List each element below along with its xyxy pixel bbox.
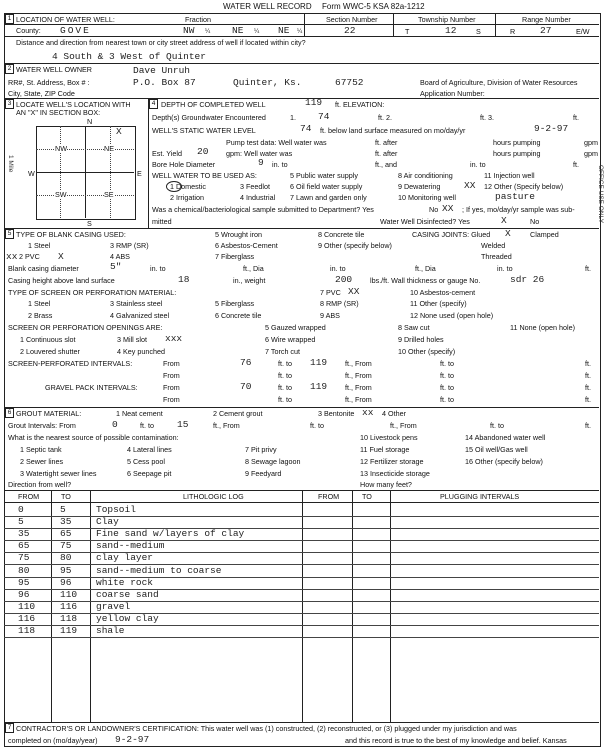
board-label: Board of Agriculture, Division of Water Resources — [420, 78, 578, 87]
use-4: 4 Industrial — [240, 193, 276, 202]
lithologic-log-header: LITHOLOGIC LOG — [183, 492, 244, 501]
static-value: 74 — [300, 123, 312, 134]
log-row-from: 75 — [18, 552, 30, 564]
casing-2: 2 PVC — [19, 252, 40, 261]
disinfect-no: No — [530, 217, 540, 226]
contam-15: 15 Oil well/Gas well — [465, 445, 528, 454]
true-text: and this record is true to the best of my knowledge and belief. Kansas — [345, 736, 567, 745]
quad-sw: SW — [55, 190, 67, 199]
yield-value: 20 — [197, 146, 209, 157]
contam-1: 1 Septic tank — [20, 445, 62, 454]
section-6-number: 6 — [5, 408, 14, 418]
pvc-mark: X — [58, 251, 64, 262]
ft-after: ft. after — [375, 138, 398, 147]
owner-label: WATER WELL OWNER — [16, 65, 93, 74]
depth-value: 119 — [305, 97, 323, 108]
log-row-to: 96 — [60, 576, 72, 588]
blank-ft-dia-2: ft., Dia — [415, 264, 436, 273]
sp-ft-2: ft. — [585, 371, 591, 380]
ft-unit: ft. — [573, 113, 579, 122]
grout-intervals-label: Grout Intervals: From — [8, 421, 76, 430]
casing-height-label: Casing height above land surface — [8, 276, 115, 285]
distance-value: 4 South & 3 West of Quinter — [52, 51, 206, 62]
grout-1: 1 Neat cement — [116, 409, 163, 418]
screen-2: 2 Brass — [28, 311, 53, 320]
log-row-description: yellow clay — [96, 612, 159, 624]
form-title: WATER WELL RECORD — [223, 2, 312, 11]
locate-label-2: AN "X" IN SECTION BOX: — [16, 108, 101, 117]
casing-7: 7 Fiberglass — [215, 252, 255, 261]
log-row-to: 95 — [60, 564, 72, 576]
sp-to-4: ft. to — [440, 371, 454, 380]
contam-8: 8 Sewage lagoon — [245, 457, 301, 466]
screen-9: 9 ABS — [320, 311, 340, 320]
log-row-description: gravel — [96, 600, 131, 612]
pump-label: Pump test data: Well water was — [226, 138, 327, 147]
pvc-marks: xx — [6, 251, 18, 262]
county-value: GOVE — [60, 25, 91, 36]
log-row-from: 65 — [18, 540, 30, 552]
screen-6: 6 Concrete tile — [215, 311, 262, 320]
sp-to-2: ft. to — [440, 359, 454, 368]
glued-mark: X — [505, 228, 511, 239]
contam-16: 16 Other (specify below) — [465, 457, 543, 466]
groundwater-label: Depth(s) Groundwater Encountered — [152, 113, 266, 122]
log-row-line — [4, 564, 599, 565]
address-label: RR#, St. Address, Box # : — [8, 78, 90, 87]
log-row-to: 75 — [60, 540, 72, 552]
chem-no-mark: XX — [442, 203, 454, 214]
contam-11: 11 Fuel storage — [360, 445, 410, 454]
location-x-mark: X — [116, 126, 122, 137]
gp-to-2: ft. to — [440, 383, 454, 392]
opening-8: 8 Saw cut — [398, 323, 430, 332]
groundwater-value: 74 — [318, 111, 330, 122]
use-10: 10 Monitoring well — [398, 193, 456, 202]
elevation-label: ft. ELEVATION: — [335, 100, 385, 109]
log-row-line — [4, 528, 599, 529]
screen-7-mark: XX — [348, 286, 360, 297]
screen-10: 10 Asbestos-cement — [410, 288, 476, 297]
log-row-description: coarse sand — [96, 588, 159, 600]
quarter-symbol: ¼ — [297, 28, 303, 35]
gpm-unit-2: gpm — [584, 149, 598, 158]
log-row-from: 5 — [18, 516, 24, 528]
log-row-to: 80 — [60, 552, 72, 564]
screen-4: 4 Galvanized steel — [110, 311, 170, 320]
wall-thickness-value: sdr 26 — [510, 274, 545, 285]
chem-rest: ; If yes, mo/day/yr sample was sub- — [462, 205, 575, 214]
use-3: 3 Feedlot — [240, 182, 270, 191]
log-from-header: FROM — [18, 492, 40, 501]
log-row-from: 35 — [18, 528, 30, 540]
mitted: mitted — [152, 217, 172, 226]
grout-ft: ft. — [585, 421, 591, 430]
chem-sample-label: Was a chemical/bacteriological sample submitted to Department? Yes — [152, 205, 374, 214]
log-row-line — [4, 516, 599, 517]
plug-to-header: TO — [362, 492, 372, 501]
bore-in-to: in. to — [272, 160, 288, 169]
gravel-from-value: 70 — [240, 381, 252, 392]
casing-5: 5 Wrought iron — [215, 230, 263, 239]
casing-8: 8 Concrete tile — [318, 230, 365, 239]
contam-5: 5 Cess pool — [127, 457, 165, 466]
casing-weight-value: 200 — [335, 274, 353, 285]
section-number-value: 22 — [344, 25, 356, 36]
application-label: Application Number: — [420, 89, 485, 98]
ksa-ref: KSA 82a-1212 — [373, 2, 425, 11]
township-t: T — [405, 27, 410, 36]
screen-11: 11 Other (specify) — [410, 299, 467, 308]
blank-diameter-label: Blank casing diameter — [8, 264, 79, 273]
log-row-line — [4, 577, 599, 578]
log-row-from: 118 — [18, 625, 36, 636]
grout-2: 2 Cement grout — [213, 409, 263, 418]
use-8: 8 Air conditioning — [398, 171, 453, 180]
log-row-from: 80 — [18, 564, 30, 576]
sp-from-2: From — [163, 371, 180, 380]
sp-from: From — [163, 359, 180, 368]
opening-11: 11 None (open hole) — [510, 323, 575, 332]
fraction-q1: NW — [183, 25, 195, 36]
screen-material-label: TYPE OF SCREEN OR PERFORATION MATERIAL: — [8, 288, 177, 297]
mile-label: 1 Mile — [7, 155, 14, 173]
casing-6: 6 Asbestos-Cement — [215, 241, 278, 250]
casing-label: TYPE OF BLANK CASING USED: — [16, 230, 126, 239]
casing-9: 9 Other (specify below) — [318, 241, 392, 250]
compass-n: N — [87, 117, 93, 126]
address-value: P.O. Box 87 — [133, 77, 196, 88]
chem-no: No — [429, 205, 439, 214]
bore-label: Bore Hole Diameter — [152, 160, 216, 169]
log-row-to: 119 — [60, 625, 78, 636]
grout-3: 3 Bentonite — [318, 409, 355, 418]
clamped: Clamped — [530, 230, 559, 239]
grout-from-value: 0 — [112, 419, 118, 430]
screen-7: 7 PVC — [320, 288, 341, 297]
gp-to: ft. to — [278, 383, 292, 392]
gpm-unit: gpm — [584, 138, 598, 147]
blank-in-to-3: in. to — [497, 264, 513, 273]
gw-2: ft. 2. — [378, 113, 392, 122]
range-value: 27 — [540, 25, 552, 36]
contam-6: 6 Seepage pit — [127, 469, 172, 478]
grout-ft-from-2: ft., From — [390, 421, 417, 430]
use-1: 1 Domestic — [170, 182, 206, 191]
opening-1: 1 Continuous slot — [20, 335, 76, 344]
quad-ne: NE — [104, 144, 114, 153]
distance-label: Distance and direction from nearest town or city street address of well if located within city? — [16, 38, 306, 47]
log-row-to: 110 — [60, 588, 78, 600]
log-row-description: sand--medium — [96, 540, 165, 552]
blank-diameter-value: 5" — [110, 261, 122, 272]
city-label: City, State, ZIP Code — [8, 89, 75, 98]
hours-pumping: hours pumping — [493, 138, 541, 147]
opening-6: 6 Wire wrapped — [265, 335, 316, 344]
contam-4: 4 Lateral lines — [127, 445, 172, 454]
casing-weight-label: in., weight — [233, 276, 266, 285]
ft-after-2: ft. after — [375, 149, 398, 158]
grout-to-2: ft. to — [310, 421, 324, 430]
log-row-line — [4, 625, 599, 626]
gp-ft: ft. — [585, 383, 591, 392]
screen-3: 3 Stainless steel — [110, 299, 163, 308]
contam-9: 9 Feedyard — [245, 469, 282, 478]
screen-8: 8 RMP (SR) — [320, 299, 359, 308]
quad-se: SE — [104, 190, 114, 199]
gravel-pack-label: GRAVEL PACK INTERVALS: — [45, 383, 138, 392]
disinfect-label: Water Well Disinfected? Yes — [380, 217, 470, 226]
use-6: 6 Oil field water supply — [290, 182, 363, 191]
static-label: WELL'S STATIC WATER LEVEL — [152, 126, 256, 135]
bore-in-to-2: in. to — [470, 160, 486, 169]
opening-9: 9 Drilled holes — [398, 335, 444, 344]
ft-unit-2: ft. — [573, 160, 579, 169]
plugging-intervals-header: PLUGGING INTERVALS — [440, 492, 520, 501]
log-row-from: 110 — [18, 600, 36, 612]
other-use-value: pasture — [495, 191, 535, 202]
screen-to-value: 119 — [310, 357, 328, 368]
log-row-to: 116 — [60, 600, 78, 612]
range-r: R — [510, 27, 516, 36]
log-row-from: 0 — [18, 504, 24, 515]
casing-joints: CASING JOINTS: Glued — [412, 230, 491, 239]
gw-1: 1. — [290, 113, 296, 122]
grout-ft-from: ft., From — [213, 421, 240, 430]
contam-7: 7 Pit privy — [245, 445, 277, 454]
log-row-line — [4, 552, 599, 553]
sp-to-3: ft. to — [278, 371, 292, 380]
use-2: 2 Irrigation — [170, 193, 204, 202]
static-date: 9-2-97 — [534, 123, 569, 134]
contam-10: 10 Livestock pens — [360, 433, 418, 442]
fraction-label: Fraction — [185, 15, 211, 24]
grout-to: ft. to — [140, 421, 154, 430]
quarter-symbol: ¼ — [205, 28, 211, 35]
section-box — [36, 126, 136, 220]
log-row-description: sand--medium to coarse — [96, 564, 222, 576]
opening-4: 4 Key punched — [117, 347, 165, 356]
gravel-to-value: 119 — [310, 381, 328, 392]
how-many-feet-label: How many feet? — [360, 480, 412, 489]
static-rest: ft. below land surface measured on mo/day/yr — [320, 126, 466, 135]
screen-12: 12 None used (open hole) — [410, 311, 494, 320]
section-number-label: Section Number — [326, 15, 378, 24]
log-row-line — [4, 613, 599, 614]
sp-ft: ft. — [585, 359, 591, 368]
gp-to-4: ft. to — [440, 395, 454, 404]
log-row-from: 95 — [18, 576, 30, 588]
log-row-to: 5 — [60, 504, 66, 515]
blank-in-to-2: in. to — [330, 264, 346, 273]
use-7: 7 Lawn and garden only — [290, 193, 367, 202]
log-row-line — [4, 637, 599, 638]
log-row-to: 65 — [60, 528, 72, 540]
bore-value: 9 — [258, 157, 264, 168]
yield-label: Est. Yield — [152, 149, 182, 158]
opening-5: 5 Gauzed wrapped — [265, 323, 326, 332]
section-5-number: 5 — [5, 229, 14, 239]
township-value: 12 — [445, 25, 457, 36]
log-row-description: Topsoil — [96, 504, 136, 515]
opening-2: 2 Louvered shutter — [20, 347, 80, 356]
grout-3-mark: xx — [362, 407, 374, 418]
gp-ft-from-2: ft., From — [345, 395, 372, 404]
log-row-from: 96 — [18, 588, 30, 600]
log-row-to: 35 — [60, 516, 72, 528]
casing-height-value: 18 — [178, 274, 190, 285]
sp-ft-from: ft., From — [345, 359, 372, 368]
casing-4: 4 ABS — [110, 252, 130, 261]
casing-3: 3 RMP (SR) — [110, 241, 149, 250]
use-11: 11 Injection well — [484, 171, 535, 180]
sp-ft-from-2: ft., From — [345, 371, 372, 380]
depth-label: DEPTH OF COMPLETED WELL — [161, 100, 266, 109]
locate-label: LOCATE WELL'S LOCATION WITH — [16, 100, 131, 109]
blank-ft-dia: ft., Dia — [243, 264, 264, 273]
compass-w: W — [28, 169, 35, 178]
city-value: Quinter, Ks. — [233, 77, 302, 88]
contam-3: 3 Watertight sewer lines — [20, 469, 97, 478]
log-row-line — [4, 540, 599, 541]
section-7-number: 7 — [5, 723, 14, 733]
plug-from-header: FROM — [318, 492, 340, 501]
disinfect-mark: X — [501, 215, 507, 226]
screen-from-value: 76 — [240, 357, 252, 368]
contam-12: 12 Fertilizer storage — [360, 457, 424, 466]
gp-ft-from: ft., From — [345, 383, 372, 392]
owner-value: Dave Unruh — [133, 65, 191, 76]
county-label: County: — [16, 26, 41, 35]
direction-label: Direction from well? — [8, 480, 72, 489]
log-row-line — [4, 589, 599, 590]
township-s: S — [476, 27, 481, 36]
log-row-description: Clay — [96, 516, 119, 528]
log-to-header: TO — [61, 492, 71, 501]
use-5: 5 Public water supply — [290, 171, 358, 180]
screen-5: 5 Fiberglass — [215, 299, 255, 308]
gp-from: From — [163, 383, 180, 392]
log-row-description: Fine sand w/layers of clay — [96, 528, 245, 540]
opening-3-mark: xxx — [165, 333, 183, 344]
contam-14: 14 Abandoned water well — [465, 433, 546, 442]
blank-in-to: in. to — [150, 264, 166, 273]
opening-10: 10 Other (specify) — [398, 347, 456, 356]
grout-4: 4 Other — [382, 409, 406, 418]
log-row-from: 116 — [18, 612, 36, 624]
section-1-number: 1 — [5, 14, 14, 24]
casing-1: 1 Steel — [28, 241, 51, 250]
range-ew: E/W — [576, 27, 590, 36]
use-12: 12 Other (Specify below) — [484, 182, 564, 191]
compass-e: E — [137, 169, 142, 178]
quad-nw: NW — [55, 144, 67, 153]
gp-to-3: ft. to — [278, 395, 292, 404]
zip-value: 67752 — [335, 77, 364, 88]
completed-label: completed on (mo/day/year) — [8, 736, 98, 745]
log-row-description: shale — [96, 625, 125, 636]
opening-3: 3 Mill slot — [117, 335, 147, 344]
log-row-description: clay layer — [96, 552, 154, 564]
gw-3: ft. 3. — [480, 113, 494, 122]
hours-pumping-2: hours pumping — [493, 149, 541, 158]
grout-label: GROUT MATERIAL: — [16, 409, 82, 418]
sp-to: ft. to — [278, 359, 292, 368]
use-12-mark: XX — [464, 180, 476, 191]
range-label: Range Number — [522, 15, 571, 24]
log-row-to: 118 — [60, 612, 78, 624]
gp-from-2: From — [163, 395, 180, 404]
contamination-label: What is the nearest source of possible contamination: — [8, 433, 179, 442]
use-label: WELL WATER TO BE USED AS: — [152, 171, 257, 180]
office-use-only: OFFICE USE ONLY — [597, 165, 604, 224]
s1-label: LOCATION OF WATER WELL: — [16, 15, 115, 24]
fraction-q2: NE — [232, 25, 244, 36]
contam-13: 13 Insecticide storage — [360, 469, 430, 478]
bore-ft-and: ft., and — [375, 160, 397, 169]
opening-7: 7 Torch cut — [265, 347, 301, 356]
compass-s: S — [87, 219, 92, 228]
section-3-number: 3 — [5, 99, 14, 109]
wall-thickness-label: lbs./ft. Wall thickness or gauge No. — [370, 276, 481, 285]
screen-1: 1 Steel — [28, 299, 51, 308]
fraction-q3: NE — [278, 25, 290, 36]
section-4-number: 4 — [149, 99, 158, 109]
threaded: Threaded — [481, 252, 512, 261]
grout-to-3: ft. to — [490, 421, 504, 430]
form-number: Form WWC-5 — [322, 2, 371, 11]
quarter-symbol: ¼ — [254, 28, 260, 35]
gp-ft-2: ft. — [585, 395, 591, 404]
use-9: 9 Dewatering — [398, 182, 441, 191]
screen-intervals-label: SCREEN-PERFORATED INTERVALS: — [8, 359, 133, 368]
grout-to-value: 15 — [177, 419, 189, 430]
yield-gpm: gpm: Well water was — [226, 149, 293, 158]
log-row-description: white rock — [96, 576, 154, 588]
openings-label: SCREEN OR PERFORATION OPENINGS ARE: — [8, 323, 163, 332]
welded: Welded — [481, 241, 506, 250]
certification-text: CONTRACTOR'S OR LANDOWNER'S CERTIFICATION: This water well was (1) constructed, (2) reconstructed, or (3) plugged under my jurisdiction and was — [16, 724, 517, 733]
contam-2: 2 Sewer lines — [20, 457, 64, 466]
township-label: Township Number — [418, 15, 476, 24]
section-2-number: 2 — [5, 64, 14, 74]
blank-ft: ft. — [585, 264, 591, 273]
log-row-line — [4, 601, 599, 602]
completed-date: 9-2-97 — [115, 734, 150, 745]
